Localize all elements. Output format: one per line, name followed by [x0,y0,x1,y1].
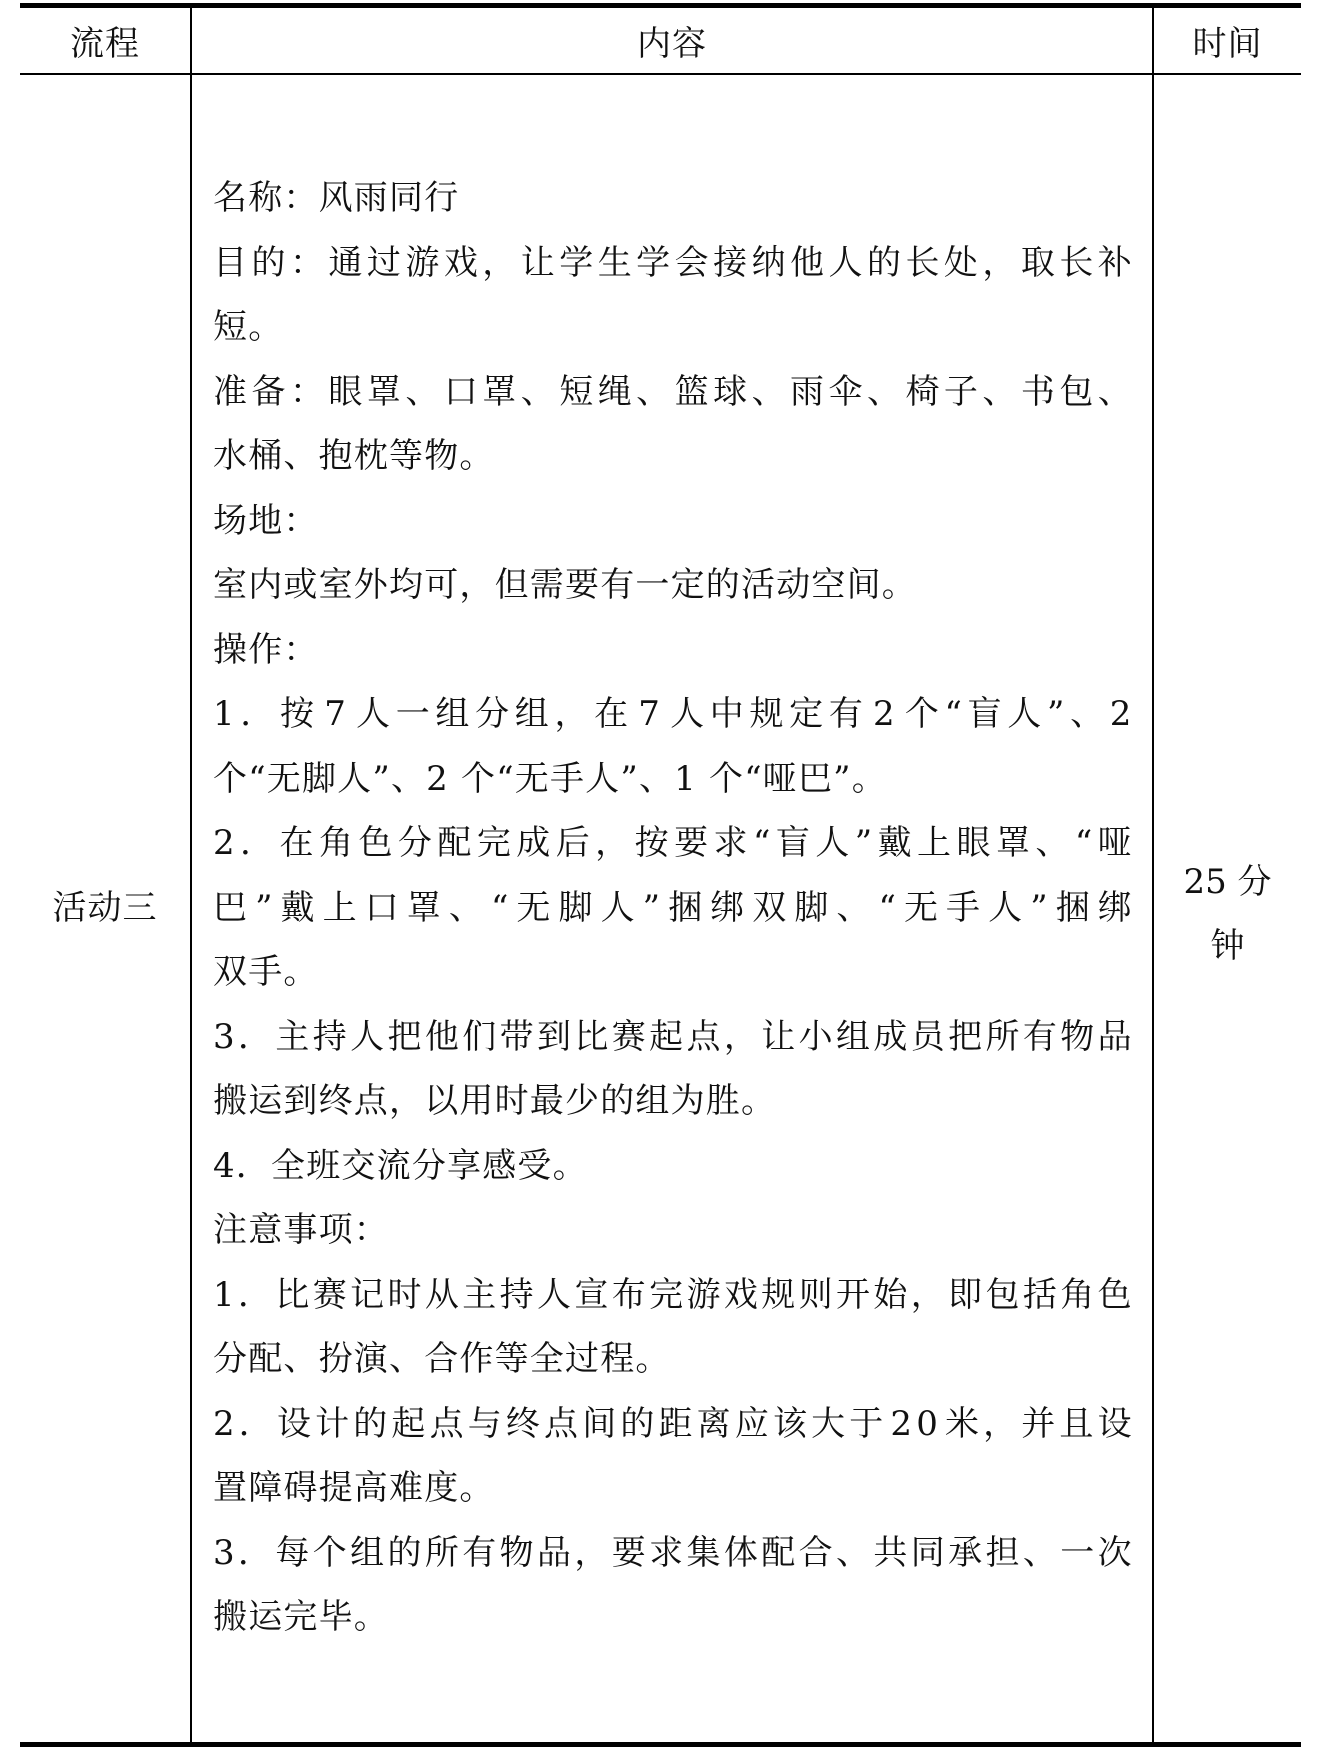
header-process: 流程 [70,24,140,64]
content-line: 1 ． 比 赛 记 时 从 主 持 人 宣 布 完 游 戏 规 则 开 始 ， 即 包 括 角 色 [213,1274,1133,1315]
content-line: 名称：风雨同行 [213,178,460,218]
header-time: 时间 [1192,24,1263,64]
content-line: 2 ． 在 角 色 分 配 完 成 后 ， 按 要 求 “ 盲 人 ” 戴 上 眼 罩 、 “ 哑 [213,823,1133,863]
time-cell [1154,850,1301,978]
content-cell [213,166,1133,1650]
time-value: 25 分 [1183,862,1272,902]
content-line: 3 ． 主 持 人 把 他 们 带 到 比 赛 起 点 ， 让 小 组 成 员 把 所 有 物 品 [213,1016,1133,1057]
content-line: 个“无脚人”、2 个“无手人”、1 个“哑巴”。 [213,758,887,799]
content-line: 操作： [213,629,319,670]
content-line: 4．全班交流分享感受。 [213,1145,588,1186]
content-line: 短。 [213,307,284,347]
column-divider [190,8,192,1742]
content-line: 注意事项： [213,1210,389,1250]
content-line: 3 ． 每 个 组 的 所 有 物 品 ， 要 求 集 体 配 合 、 共 同 承 担 、 一 次 [213,1532,1133,1573]
table-header-rule [20,73,1301,75]
content-line: 置障碍提高难度。 [213,1468,495,1508]
content-line: 室内或室外均可，但需要有一定的活动空间。 [213,565,917,605]
content-line: 目 的 ： 通 过 游 戏 ， 让 学 生 学 会 接 纳 他 人 的 长 处 ， 取 长 补 [213,242,1133,283]
time-unit: 钟 [1210,926,1245,966]
content-line: 搬运到终点，以用时最少的组为胜。 [213,1081,777,1121]
content-line: 2 ． 设 计 的 起 点 与 终 点 间 的 距 离 应 该 大 于 2 0 米 ， 并 且 设 [213,1403,1133,1444]
content-line: 场地： [213,500,319,541]
content-line: 分配、扮演、合作等全过程。 [213,1339,671,1379]
stage-label: 活动三 [52,888,158,928]
header-content: 内容 [637,24,707,64]
content-line: 搬运完毕。 [213,1597,389,1637]
content-line: 水桶、抱枕等物。 [213,436,495,476]
content-line: 巴 ” 戴 上 口 罩 、 “ 无 脚 人 ” 捆 绑 双 脚 、 “ 无 手 人 ” 捆 绑 [213,887,1133,928]
content-line: 准 备 ： 眼 罩 、 口 罩 、 短 绳 、 篮 球 、 雨 伞 、 椅 子 、 书 包 、 [213,371,1133,412]
content-line: 1 ． 按 7 人 一 组 分 组 ， 在 7 人 中 规 定 有 2 个 “ 盲 人 ” 、 2 [213,694,1133,734]
table-bottom-rule [20,1742,1301,1747]
content-line: 双手。 [213,952,319,992]
